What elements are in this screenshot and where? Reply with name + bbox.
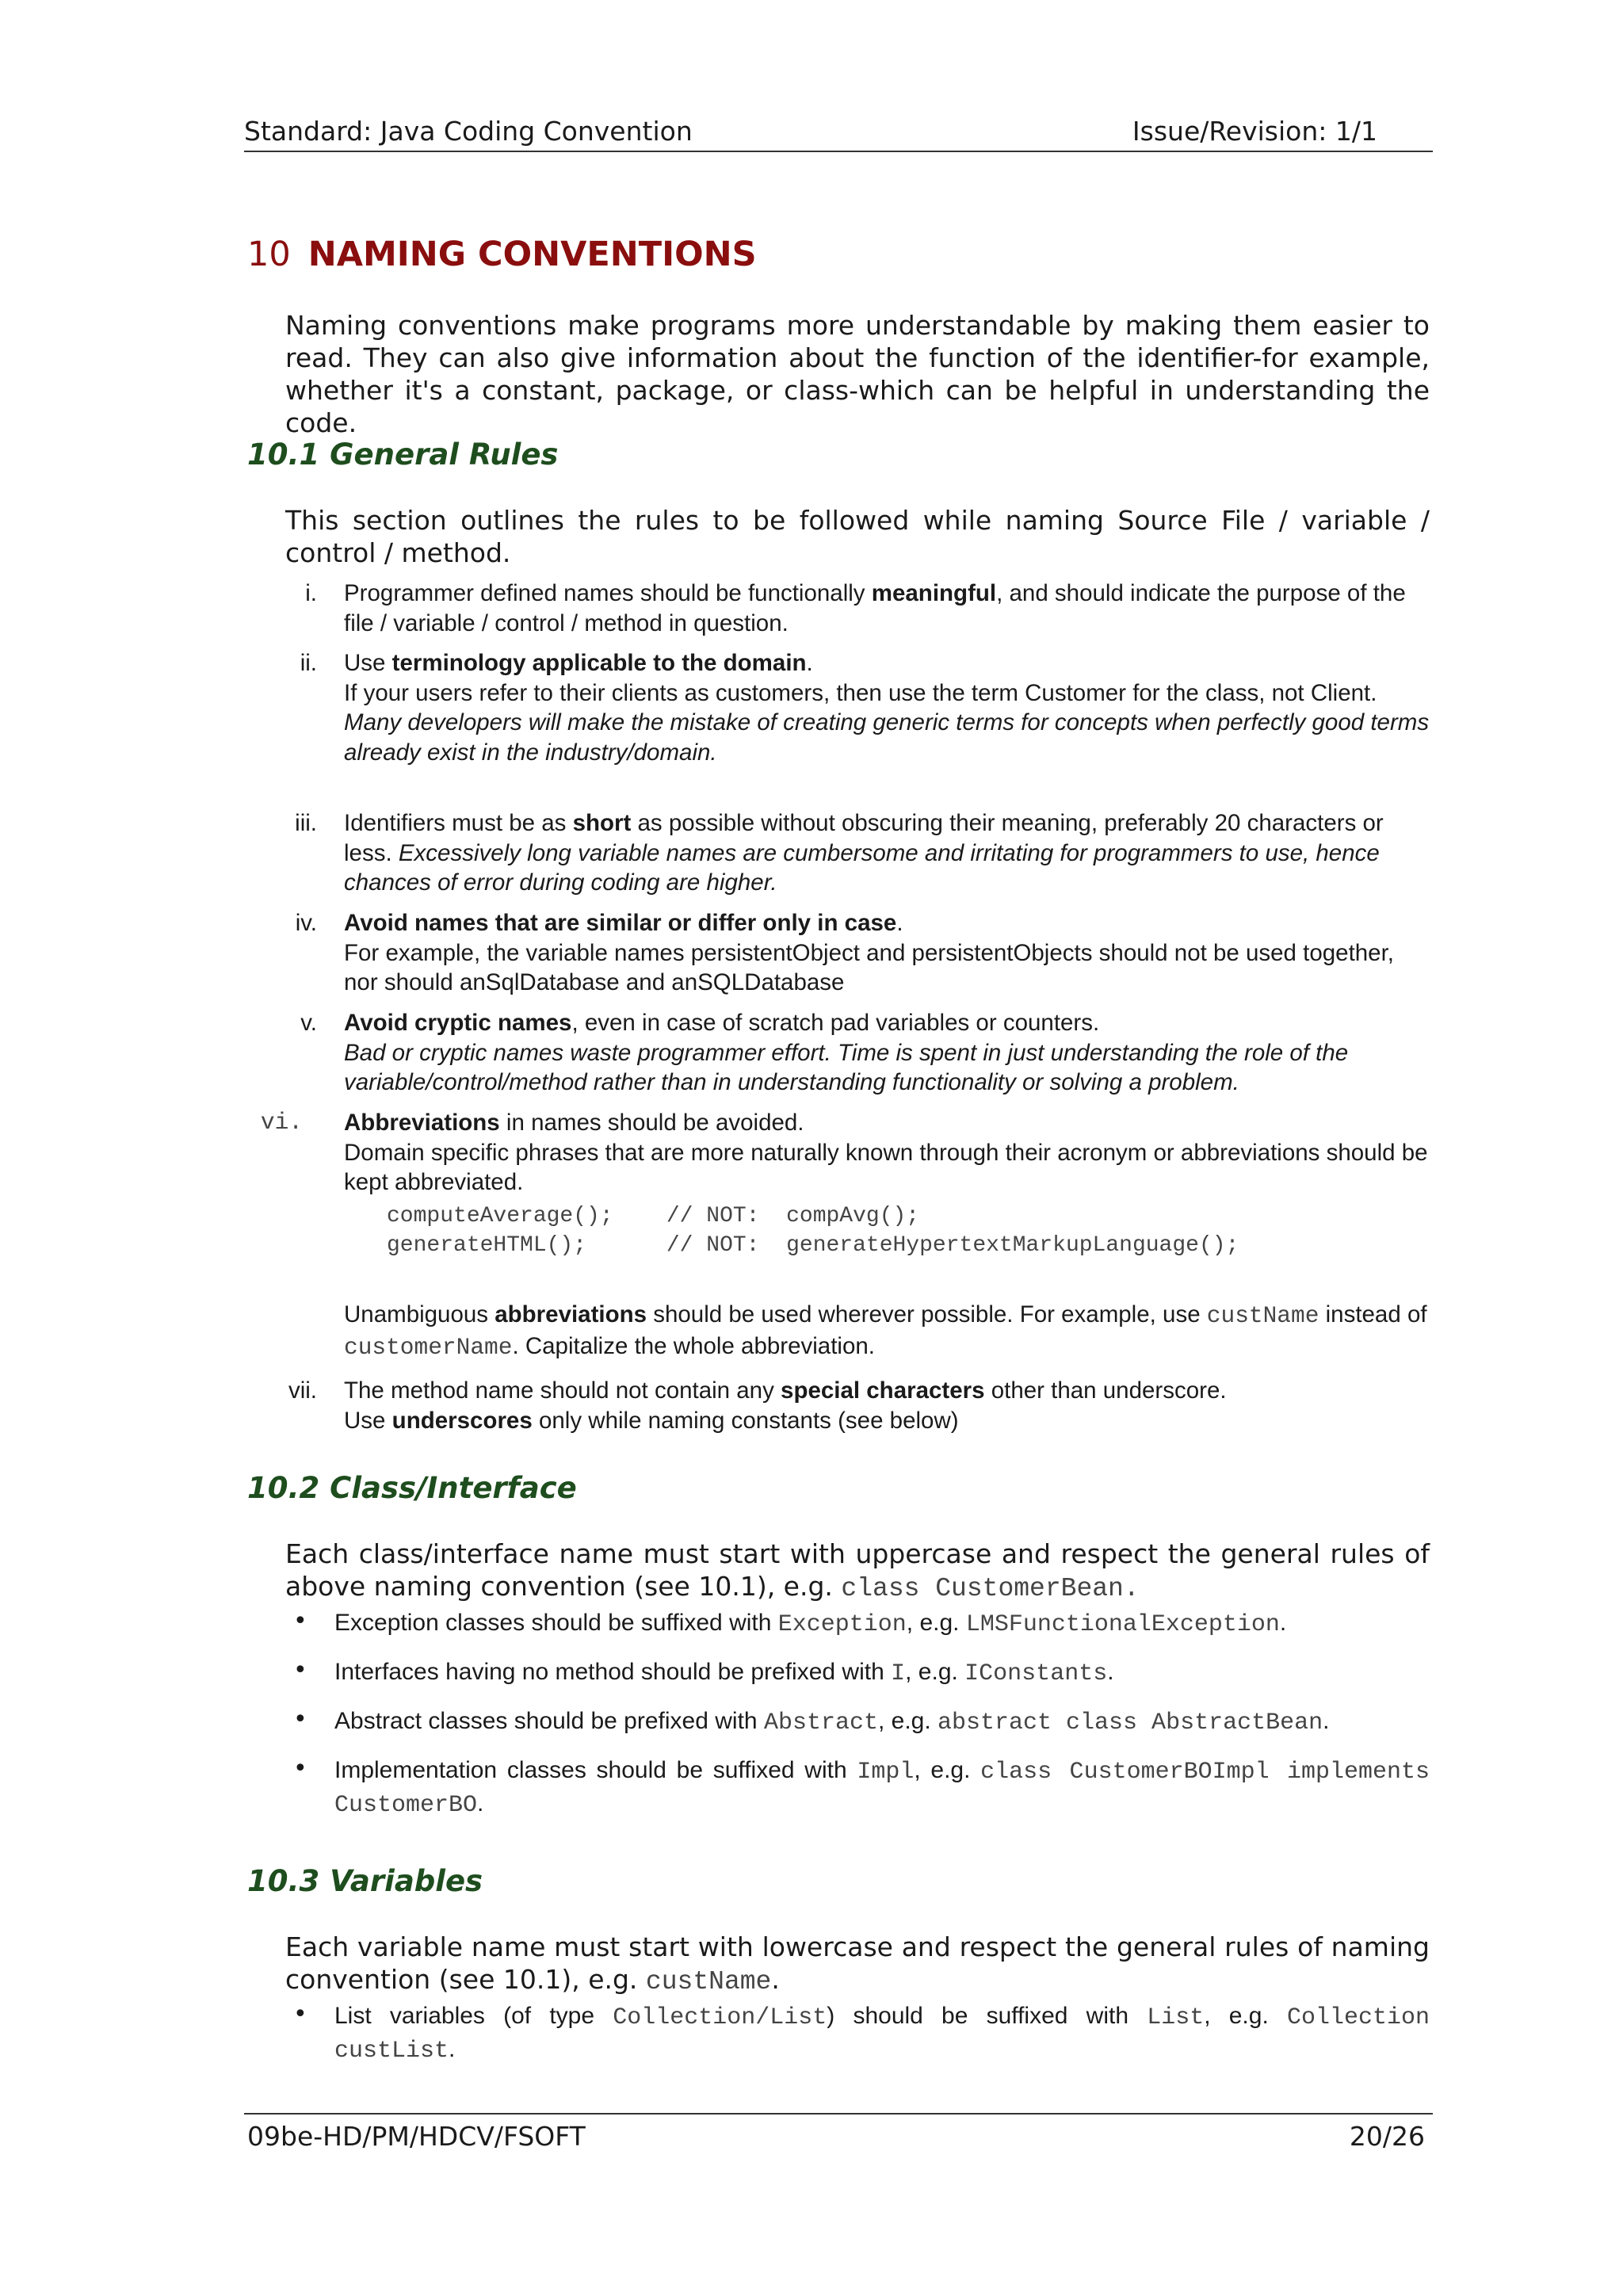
note-emphasis: abbreviations [495,1301,647,1328]
item-detail: Domain specific phrases that are more naturally known through their acronym or abbreviations should be kept abbreviated. [344,1139,1428,1195]
inline-code: class CustomerBOImpl implements CustomerBO [334,1759,1430,1819]
bullet-icon: • [293,2000,307,2028]
item-text: Identifiers must be as [344,810,573,836]
item-emphasis: special characters [781,1377,985,1404]
inline-code: Abstract [763,1710,878,1736]
item-text: as possible without obscuring their meaning, preferably 20 characters or less. [344,810,1384,866]
subsection-heading-10-1: 10.1 General Rules [247,437,559,472]
item-text: . [477,1790,484,1817]
item-emphasis: meaningful [871,580,997,606]
item-emphasis: Avoid cryptic names [344,1010,572,1036]
list-item [344,1376,1433,1435]
item-text: Use [344,650,392,676]
inline-code: IConstants [964,1660,1108,1687]
note-text: . Capitalize the whole abbreviation. [512,1332,875,1359]
general-rules-intro: This section outlines the rules to be followed while naming Source File / variable / control / method. [285,505,1430,568]
bullet-icon: • [293,1706,307,1733]
inline-code: custName [1206,1302,1319,1329]
list-item [334,1706,1430,1739]
item-text: List variables (of type [334,2003,613,2029]
inline-code: customerName [344,1333,513,1361]
inline-code: List [1147,2004,1205,2031]
inline-code: Impl [857,1759,915,1786]
inline-code: Collection/List [613,2004,827,2031]
list-item [334,1656,1430,1690]
item-text: Implementation classes should be suffixed with [334,1757,857,1783]
item-text: , and should indicate the purpose of the file / variable / control / method in question. [344,580,1406,636]
list-item [344,808,1433,898]
item-text: . [449,2036,456,2062]
section-title: NAMING CONVENTIONS [307,235,757,274]
item-text: , even in case of scratch pad variables or counters. [571,1010,1100,1036]
inline-code: LMSFunctionalException [965,1611,1280,1638]
list-item [344,1008,1433,1098]
list-item [334,1755,1430,1821]
list-number: iii. [295,810,317,836]
item-emphasis: terminology applicable to the domain [391,650,807,676]
list-number: iv. [295,910,317,936]
list-number: i. [305,580,317,606]
list-item [334,1607,1430,1641]
item-text: other than underscore. [984,1377,1227,1404]
inline-code: Exception [777,1611,907,1638]
list-item [344,908,1433,998]
section-intro: Naming conventions make programs more understandable by making them easier to read. They can also give information about the function of the identifier-for example, whether it's a constant, package, or class-which can be helpful in understanding the code. [285,310,1430,438]
code-line: generateHTML(); // NOT: generateHypertextMarkupLanguage(); [387,1233,1239,1258]
item-text: Use [344,1407,392,1434]
list-item [344,1108,1433,1198]
item-text: , e.g. [905,1659,965,1685]
page-footer [244,2113,1433,2153]
inline-code: class CustomerBean. [841,1574,1140,1603]
item-text: . [1323,1708,1330,1734]
item-emphasis: Abbreviations [344,1110,500,1136]
section-heading-10 [247,235,757,274]
item-text: . [1279,1610,1287,1636]
subsection-heading-10-2: 10.2 Class/Interface [247,1471,577,1505]
item-text: only while naming constants (see below) [532,1407,959,1434]
footer-doc-code: 09be-HD/PM/HDCV/FSOFT [247,2121,586,2152]
item-text: ) should be suffixed with [827,2003,1148,2029]
item-text: , e.g. [914,1757,981,1783]
code-example [387,1201,1239,1260]
list-number: vii. [288,1377,317,1404]
header-standard-title: Standard: Java Coding Convention [244,116,693,147]
intro-text: Each class/interface name must start with uppercase and respect the general rules of above naming convention (see 10.1), e.g. [285,1538,1430,1602]
item-emphasis: short [572,810,632,836]
footer-page-number: 20/26 [1349,2121,1425,2152]
item-text: . [806,650,813,676]
item-text: The method name should not contain any [344,1377,781,1404]
header-revision: Issue/Revision: 1/1 [1132,116,1377,147]
inline-code: Collection custList [334,2004,1430,2065]
list-number: v. [300,1010,317,1036]
item-detail: If your users refer to their clients as customers, then use the term Customer for the class, not Client. [344,679,1377,706]
list-number: vi. [260,1109,303,1136]
abbreviation-note [344,1300,1433,1362]
item-note: Bad or cryptic names waste programmer effort. Time is spent in just understanding the role of the variable/control/method rather than in understanding functionality or solving a problem. [344,1039,1349,1095]
section-number: 10 [247,235,291,274]
note-text: instead of [1319,1301,1427,1328]
variables-intro [285,1931,1430,1998]
item-text: Interfaces having no method should be prefixed with [334,1659,892,1685]
intro-text: Each variable name must start with lowercase and respect the general rules of naming convention (see 10.1), e.g. [285,1931,1430,1995]
list-item [334,2000,1430,2067]
class-interface-intro [285,1538,1430,1605]
inline-code: I [891,1660,906,1687]
item-text: in names should be avoided. [499,1110,804,1136]
bullet-icon: • [293,1607,307,1635]
subsection-heading-10-3: 10.3 Variables [247,1864,483,1898]
item-text: . [1107,1659,1114,1685]
note-text: Unambiguous [344,1301,495,1328]
item-note: Many developers will make the mistake of creating generic terms for concepts when perfectly good terms already exist in the industry/domain. [344,709,1430,766]
code-line: computeAverage(); // NOT: compAvg(); [387,1204,920,1228]
item-text: . [896,910,903,936]
list-item [344,648,1433,767]
item-text: , e.g. [906,1610,966,1636]
item-text: , e.g. [877,1708,938,1734]
item-text: Programmer defined names should be functionally [344,580,872,606]
item-detail: For example, the variable names persistentObject and persistentObjects should not be used together, nor should anSqlDatabase and anSQLDatabase [344,939,1394,995]
intro-text: . [771,1964,780,1995]
bullet-icon: • [293,1656,307,1684]
page-header [244,116,1433,152]
inline-code: custName [645,1967,772,1996]
inline-code: abstract class AbstractBean [938,1710,1323,1736]
item-emphasis: underscores [391,1407,533,1434]
item-text: Abstract classes should be prefixed with [334,1708,764,1734]
bullet-icon: • [293,1755,307,1782]
note-text: should be used wherever possible. For example, use [647,1301,1207,1328]
item-text: , e.g. [1204,2003,1287,2029]
item-emphasis: Avoid names that are similar or differ only in case [344,910,897,936]
list-item [344,579,1433,638]
item-note: Excessively long variable names are cumbersome and irritating for programmers to use, hence chances of error during coding are higher. [344,839,1380,896]
list-number: ii. [300,650,317,676]
item-text: Exception classes should be suffixed with [334,1610,778,1636]
